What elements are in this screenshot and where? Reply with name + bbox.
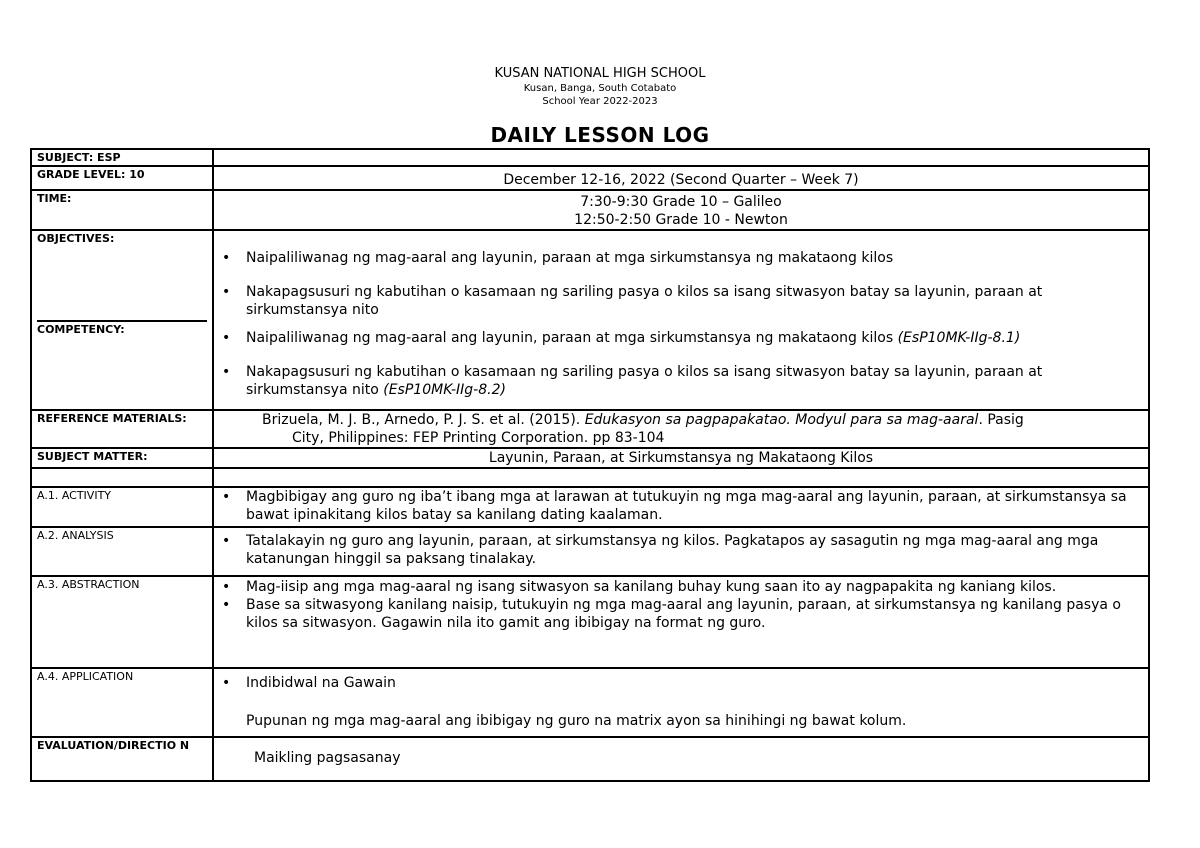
objective-item: • Nakapagsusuri ng kabutihan o kasamaan ng sariling pasya o kilos sa isang sitwasyon batay sa layunin, paraan at sirkumstansya nito — [244, 283, 1148, 319]
abstraction-item: • Base sa sitwasyong kanilang naisip, tutukuyin ng mga mag-aaral ang layunin, paraan, at sirkumstansya ng kanilang pasya o kilos sa sitwasyon. Gagawin nila ito gamit ang ibibigay na format ng guro. — [244, 596, 1138, 632]
abstraction-list — [214, 577, 1148, 632]
row-spacer — [31, 468, 1149, 487]
value-subject — [213, 149, 1149, 166]
row-reference — [31, 410, 1149, 448]
row-evaluation — [31, 737, 1149, 781]
label-reference: REFERENCE MATERIALS: — [31, 410, 213, 448]
document-title: DAILY LESSON LOG — [490, 123, 710, 147]
label-objectives: OBJECTIVES: — [37, 232, 115, 245]
competency-item: • Naipaliliwanag ng mag-aaral ang layunin, paraan at mga sirkumstansya ng makataong kilos (EsP10MK-IIg-8.1) — [244, 329, 1148, 347]
row-subject-matter — [31, 448, 1149, 468]
school-address: Kusan, Banga, South Cotabato — [523, 83, 677, 94]
competency-item: • Nakapagsusuri ng kabutihan o kasamaan ng sariling pasya o kilos sa isang sitwasyon batay sa layunin, paraan at sirkumstansya nito (EsP10MK-IIg-8.2) — [244, 363, 1148, 399]
application-list — [214, 669, 1148, 692]
application-text: Pupunan ng mga mag-aaral ang ibibigay ng guro na matrix ayon sa hinihingi ng bawat kolum. — [246, 713, 907, 729]
label-competency: COMPETENCY: — [37, 323, 125, 336]
row-objectives-competency — [31, 230, 1149, 410]
label-analysis: A.2. ANALYSIS — [31, 527, 213, 576]
abstraction-item: • Mag-iisip ang mga mag-aaral ng isang sitwasyon sa kanilang buhay kung saan ito ay nagpapakita ng kaniang kilos. — [244, 578, 1138, 596]
competency-code: (EsP10MK-IIg-8.1) — [897, 330, 1021, 346]
school-year: School Year 2022-2023 — [542, 96, 658, 107]
label-grade: GRADE LEVEL: 10 — [31, 166, 213, 190]
objectives-divider — [37, 320, 207, 322]
label-time: TIME: — [31, 190, 213, 230]
competency-code: (EsP10MK-IIg-8.2) — [383, 382, 506, 398]
row-time — [31, 190, 1149, 230]
lesson-log-table — [30, 148, 1150, 782]
label-application: A.4. APPLICATION — [31, 668, 213, 737]
label-subject-matter: SUBJECT MATTER: — [31, 448, 213, 468]
analysis-list — [214, 528, 1148, 568]
row-abstraction — [31, 576, 1149, 668]
analysis-item: • Tatalakayin ng guro ang layunin, paraan, at sirkumstansya ng kilos. Pagkatapos ay sasagutin ng mga mag-aaral ang mga katanungan hinggil sa paksang tinalakay. — [244, 532, 1138, 568]
time-line-1: 7:30-9:30 Grade 10 – Galileo — [580, 194, 782, 210]
row-application — [31, 668, 1149, 737]
application-item: • Indibidwal na Gawain — [244, 674, 1148, 692]
time-line-2: 12:50-2:50 Grade 10 - Newton — [574, 212, 788, 228]
competency-list — [214, 319, 1148, 399]
label-abstraction: A.3. ABSTRACTION — [31, 576, 213, 668]
row-grade — [31, 166, 1149, 190]
school-name: KUSAN NATIONAL HIGH SCHOOL — [494, 66, 706, 81]
objectives-list — [214, 231, 1148, 319]
reference-line-2: City, Philippines: FEP Printing Corporation. pp 83-104 — [292, 430, 665, 446]
row-activity — [31, 487, 1149, 527]
objective-item: • Naipaliliwanag ng mag-aaral ang layunin, paraan at mga sirkumstansya ng makataong kilos — [244, 249, 1148, 267]
label-subject: SUBJECT: ESP — [31, 149, 213, 166]
reference-book-title: Edukasyon sa pagpapakatao. Modyul para sa mag-aaral — [584, 412, 979, 428]
row-analysis — [31, 527, 1149, 576]
value-evaluation: Maikling pagsasanay — [213, 737, 1149, 781]
reference-line-1: Brizuela, M. J. B., Arnedo, P. J. S. et al. (2015). Edukasyon sa pagpapakatao. Modyul para sa mag-aaral. Pasig — [262, 412, 1024, 428]
row-subject — [31, 149, 1149, 166]
label-evaluation: EVALUATION/DIRECTIO N — [31, 737, 213, 781]
activity-list — [214, 488, 1148, 524]
value-subject-matter: Layunin, Paraan, at Sirkumstansya ng Makataong Kilos — [213, 448, 1149, 468]
value-date: December 12-16, 2022 (Second Quarter – Week 7) — [213, 166, 1149, 190]
activity-item: • Magbibigay ang guro ng iba’t ibang mga at larawan at tutukuyin ng mga mag-aaral ang layunin, paraan, at sirkumstansya sa bawat ipinakitang kilos batay sa kanilang dating kaalaman. — [244, 488, 1138, 524]
label-activity: A.1. ACTIVITY — [31, 487, 213, 527]
